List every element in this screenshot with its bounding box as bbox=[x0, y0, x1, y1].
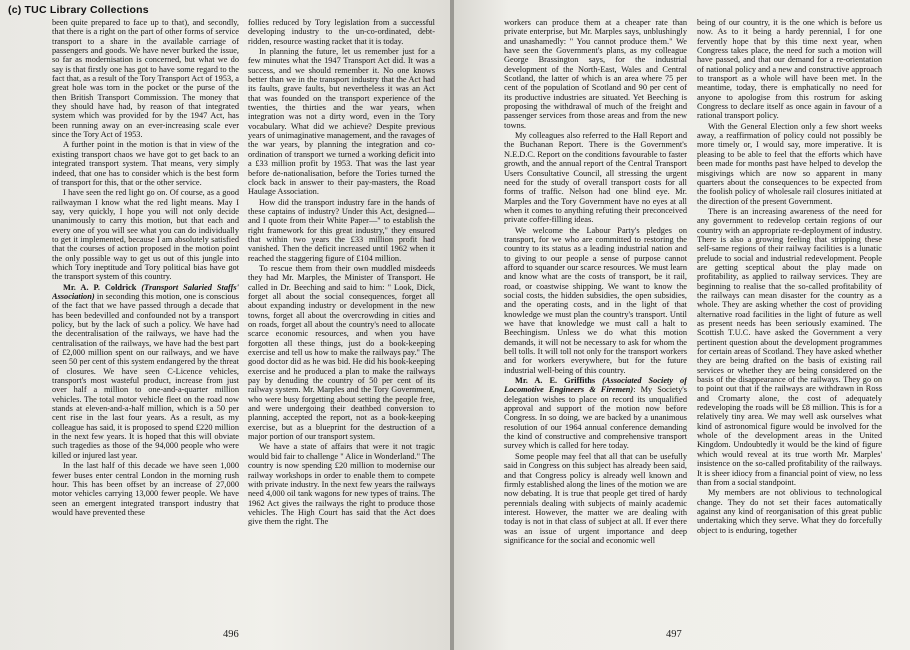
right-column-1 bbox=[504, 18, 687, 616]
right-column-2 bbox=[697, 18, 882, 616]
continued-paragraph: workers can produce them at a cheaper rate than private enterprise, but Mr. Marples says, unblushingly and unashamedly: " You cannot produce them." We have seen the Government's plans, as my colleague George Brassington says, for the industrial development of the North-East, Wales and Central Scotland, the latter of which is an area where 75 per cent of the population of Scotland and 90 per cent of its productive industries are situated. Yet Beeching is proposing the withdrawal of much of the freight and passenger services from those areas and from the new towns. bbox=[504, 18, 687, 130]
paragraph: My members are not oblivious to technological change. They do not set their faces automatically against any kind of reorganisation of this great public undertaking which they serve. What they do forcefully object to is enduring, together bbox=[697, 488, 882, 535]
speaker-paragraph bbox=[52, 283, 239, 461]
page-left bbox=[0, 0, 450, 650]
page-number-left: 496 bbox=[223, 629, 239, 640]
paragraph: In planning the future, let us remember just for a few minutes what the 1947 Transport Act did. It was a success, and we should remember it. No one knows better than we in the transport industry that the Act had its faults, grave faults, but nevertheless it was an Act that was founded on the transport experience of the twenties, the thirties and the war years, when integration was not a dirty word, even in the Tory vocabulary. What did we achieve? Despite previous years of unimaginative management, and the ravages of the war years, by planning the integration and co-ordination of transport we turned a working deficit into a £33 million profit by 1953. That was the last year before de-nationalisation, before the Tories turned the clock back in answer to their pay-masters, the Road Haulage Association. bbox=[248, 47, 435, 197]
speech-text: in seconding this motion, one is conscious of the fact that we have passed through a decade that has been bedevilled and confounded not by a transport policy, but by the lack of such a policy. We have had the decentralisation of the railways, we have had the centralisation of the railways, we have had the best part of £2,000 million spent on our railways, and we have seen 50 per cent of this system endangered by the threat of closures. We have seen C-Licence vehicles, transport's most wasteful product, increase from just over half a million to one-and-a-quarter million vehicles. The total motor vehicle fleet on the road now stands at eleven-and-a-half million, which is a 50 per cent rise in the last four years. As a result, as my colleague has said, it is proposed to spend £220 million in the next few years. It is hoped that this will obviate such tragedies as those of the 94,000 people who were killed or injured last year. bbox=[52, 291, 239, 460]
copyright-watermark: (c) TUC Library Collections bbox=[8, 4, 149, 16]
paragraph: In the last half of this decade we have seen 1,000 fewer buses enter central London in the morning rush hour. This has been offset by an increase of 27,000 motor vehicles carrying 13,000 fewer people. We have seen an emergent integrated transport industry that would have prevented these bbox=[52, 461, 239, 517]
page-number-right: 497 bbox=[666, 629, 682, 640]
continued-paragraph: been quite prepared to face up to that), and secondly, that there is a right on the part of other forms of service transport to a share in the available carriage of passengers and goods. We have never burked the issue, so far as modernisation is concerned, but what we do say is that firstly one has got to have some regard to the fact that, as a result of the Tory Transport Act of 1953, a great hole was torn in the pocket or the purse of the then British Transport Commission. The money that they should have had, by reason of that integrated system which was provided for by the 1947 Act, has been running away on an ever-increasing scale ever since the Tory Act of 1953. bbox=[52, 18, 239, 140]
continued-paragraph: being of our country, it is the one which is before us now. As to it being a hardy perennial, I for one fervently hope that by this time next year, when Congress takes place, the need for such a motion will have passed, and that our demand for a re-orientation of national policy and a new and constructive approach to transport as a whole will have been met. In the meantime, today, there is emphatically no need for anyone to apologise from this rostrum for asking Congress to declare itself as once again in favour of a rational transport policy. bbox=[697, 18, 882, 121]
paragraph: With the General Election only a few short weeks away, a reaffirmation of policy could not possibly be more timely or, I would say, more imperative. It is pleasing to be able to feel that the efforts which have been made for months past have helped to develop the misgivings which are now so apparent in many quarters about the consequences to be expected from the foolish policy of wholesale rail closures initiated at the direction of the present Government. bbox=[697, 121, 882, 206]
left-column-2 bbox=[248, 18, 435, 616]
paragraph: To rescue them from their own muddled misdeeds they had Mr. Marples, the Minister of Transport. He called in Dr. Beeching and said to him: " Look, Dick, forget all about the social consequences, forget all about expanding industry or development in the new towns, forget all about the overcrowding in cities and on roads, forget all about the country's need to allocate scarce economic resources, and when you have forgotten all these things, just do a book-keeping exercise and tell us how to make the railways pay." The good doctor did as he was bid. He did his book-keeping exercise and he produced a plan to make the railways pay by denuding the country of 50 per cent of its railway system. Mr. Marples and the Tory Government, who were busy forgetting about setting the people free, and were undergoing their deathbed conversion to planning, accepted the report, not as a book-keeping exercise, but as a blueprint for the destruction of a major portion of our transport system. bbox=[248, 263, 435, 442]
speaker-organisation: (Transport Salaried Staffs' Association) bbox=[52, 282, 239, 301]
speaker-name: Mr. A. P. Coldrick bbox=[63, 282, 137, 292]
paragraph: My colleagues also referred to the Hall Report and the Buchanan Report. There is the Government's N.E.D.C. Report on the conditions favourable to faster growth, and the annual report of the Central Transport Users Consultative Council, all stressing the urgent need for the study of overall transport costs for all forms of traffic. Nelson had one blind eye. Mr. Marples and the Tory Government have no eyes at all when it comes to anything refuting their preconceived private coffer-filling ideas. bbox=[504, 131, 687, 225]
page-right bbox=[454, 0, 910, 650]
paragraph: How did the transport industry fare in the hands of these captains of industry? Under this Act, designed—and I quote from their White Paper—" to establish the right framework for this great industry," they ensured that within two years the £33 million profit had vanished. Then the deficit increased until 1962 when it reached the staggering figure of £104 million. bbox=[248, 197, 435, 263]
continued-paragraph: follies reduced by Tory legislation from a successful developing industry to the un-co-ordinated, debt-ridden, resource wasting racket that it is today. bbox=[248, 18, 435, 46]
speaker-organisation: (Associated Society of Locomotive Engineers & Firemen) bbox=[504, 376, 687, 395]
paragraph: A further point in the motion is that in view of the existing transport chaos we have got to get back to an integrated transport system. That means, very simply indeed, that one has to consider which is the best form of transport for this, that or the other service. bbox=[52, 140, 239, 187]
paragraph: We welcome the Labour Party's pledges on transport, for we who are committed to restoring the country to its status as a leading industrial nation and to giving to our people a sense of purpose cannot afford to squander our scarce resources. We must learn and know what are the costs of transport, be it rail, road, or coastwise shipping. We want to know the social costs, the hidden subsidies, the open subsidies, and the operating costs, and in the light of that knowledge we must plan the country's transport. Until we have that knowledge we must call a halt to Beechingism. Unless we do what this motion demands, it will not be necessary to ask for whom the bell tolls. It will toll not only for the transport workers and for workers everywhere, but for the future industrial well-being of this country. bbox=[504, 225, 687, 375]
left-column-1 bbox=[52, 18, 239, 616]
speaker-paragraph bbox=[504, 376, 687, 451]
paragraph: Some people may feel that all that can be usefully said in Congress on this subject has already been said, and that Congress policy is already well known and firmly established along the lines of the motion we are now debating. It is true that people get tired of hardy perennials dealing with subjects of mainly academic interest. However, the matter we are dealing with today is not in that class of subject at all. If ever there was an issue of urgent importance and deep significance for the social and economic well bbox=[504, 451, 687, 545]
paragraph: I have seen the red light go on. Of course, as a good railwayman I know what the red light means. May I say, very quickly, I hope you will not only decide unanimously to carry this motion, but that each and every one of you will see what you can do individually to get it implemented, because I am absolutely satisfied that the courses of action proposed in the motion point the only possible way to get us out of this jungle into which Tory ineptitude and Tory political bias have got the transport system of this country. bbox=[52, 188, 239, 282]
speech-text: : My Society's delegation wishes to place on record its unqualified approval and support of the motion now before Congress. In so doing, we are backed by a unanimous resolution of our 1964 annual conference demanding the kind of constructive and comprehensive transport survey which is called for here today. bbox=[504, 385, 687, 451]
speaker-name: Mr. A. E. Griffiths bbox=[515, 376, 596, 386]
paragraph: There is an increasing awareness of the need for any government to redevelop certain regions of our country with an appropriate re-deployment of industry. There is also a growing feeling that stripping these self-same regions of their railway facilities is a lunatic prelude to social and industrial redevelopment. People are getting sceptical about the play made on profitability, as applied to railway services. They are beginning to realise that the so-called profitability of the railways can mean disaster for the country as a whole. They are asking whether the cost of providing alternative road facilities in the light of future as well as present needs has been seriously examined. The Scottish T.U.C. have asked the Government a very pertinent question about the development programmes for certain areas of Scotland. They have asked whether they are being drafted on the basis of existing rail services or whether they are being considered on the basis of the disappearance of the railways. They go on to point out that if the railways are withdrawn in Ross and Cromarty alone, the cost of adequately redeveloping the roads will be £8 million. This is for a relatively tiny area. We may well ask ourselves what kind of astronomical figure would be involved for the whole of the development areas in the United Kingdom. Undoubtedly it would be the kind of figure which would reveal at its true worth Mr. Marples' insistence on the so-called profitability of the railways. It is sheer idiocy from a financial point of view, no less than from a social standpoint. bbox=[697, 206, 882, 487]
paragraph: We have a state of affairs that were it not tragic would bid fair to challenge " Alice in Wonderland." The country is now spending £20 million to modernise our railway workshops in order to enable them to compete with private industry. In the next few years the railways need 4,000 oil tank wagons for new types of trains. The 1962 Act gives the railways the right to produce those vehicles. The High Court has said that the Act does give them the right. The bbox=[248, 442, 435, 527]
